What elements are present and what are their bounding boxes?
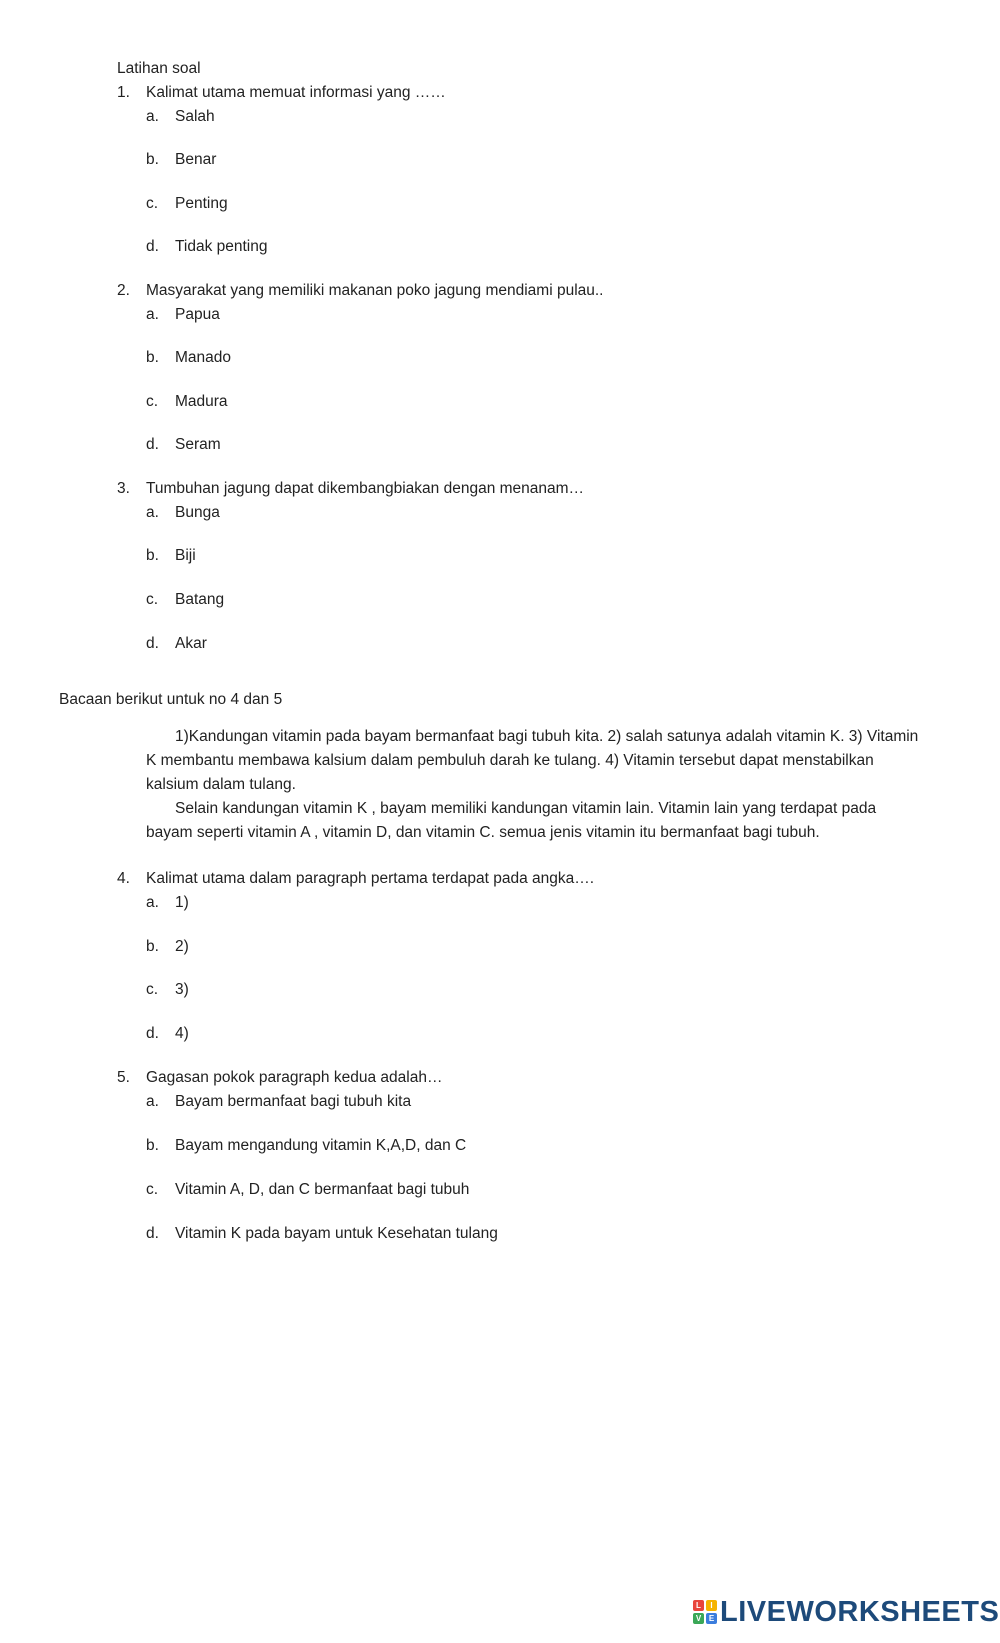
option-letter: a. bbox=[146, 894, 159, 911]
reading-intro: Bacaan berikut untuk no 4 dan 5 bbox=[59, 691, 283, 708]
option-letter: d. bbox=[146, 436, 159, 453]
option-text: Madura bbox=[175, 393, 228, 410]
question-number: 3. bbox=[117, 480, 130, 497]
option-text: 3) bbox=[175, 981, 189, 998]
option-text: Biji bbox=[175, 547, 196, 564]
option-letter: b. bbox=[146, 349, 159, 366]
option-text: 2) bbox=[175, 938, 189, 955]
option-letter: a. bbox=[146, 306, 159, 323]
liveworksheets-logo[interactable] bbox=[693, 1594, 999, 1630]
option-text: Penting bbox=[175, 195, 228, 212]
logo-mark-icon bbox=[693, 1600, 717, 1624]
question-text: Kalimat utama memuat informasi yang …… bbox=[146, 84, 446, 101]
option-letter: a. bbox=[146, 1093, 159, 1110]
passage-paragraph-2: Selain kandungan vitamin K , bayam memiliki kandungan vitamin lain. Vitamin lain yang terdapat pada bayam seperti vitamin A , vitamin D, dan vitamin C. semua jenis vitamin itu bermanfaat bagi tubuh. bbox=[146, 800, 877, 841]
option-text: Tidak penting bbox=[175, 238, 268, 255]
passage-paragraph-1: 1)Kandungan vitamin pada bayam bermanfaat bagi tubuh kita. 2) salah satunya adalah vitamin K. 3) Vitamin K membantu membawa kalsium dalam pembuluh darah ke tulang. 4) Vitamin tersebut dapat menstabilkan kalsium dalam tulang. bbox=[146, 728, 919, 793]
logo-mark-letter: V bbox=[693, 1613, 704, 1624]
option-text: Vitamin A, D, dan C bermanfaat bagi tubuh bbox=[175, 1181, 470, 1198]
option-letter: b. bbox=[146, 938, 159, 955]
option-letter: c. bbox=[146, 591, 159, 608]
option-text: Manado bbox=[175, 349, 232, 366]
option-text: Vitamin K pada bayam untuk Kesehatan tulang bbox=[175, 1225, 498, 1242]
reading-passage bbox=[146, 725, 926, 845]
logo-mark-letter: E bbox=[706, 1613, 717, 1624]
option-letter: a. bbox=[146, 504, 159, 521]
option-text: Bunga bbox=[175, 504, 220, 521]
option-text: Benar bbox=[175, 151, 217, 168]
question-text: Gagasan pokok paragraph kedua adalah… bbox=[146, 1069, 443, 1086]
option-text: Seram bbox=[175, 436, 221, 453]
logo-text: LIVEWORKSHEETS bbox=[720, 1595, 1000, 1628]
option-letter: c. bbox=[146, 1181, 159, 1198]
option-letter: a. bbox=[146, 108, 159, 125]
page-title: Latihan soal bbox=[117, 60, 201, 77]
question-number: 4. bbox=[117, 870, 130, 887]
option-text: Batang bbox=[175, 591, 225, 608]
option-text: Papua bbox=[175, 306, 220, 323]
question-text: Tumbuhan jagung dapat dikembangbiakan dengan menanam… bbox=[146, 480, 585, 497]
option-letter: d. bbox=[146, 1225, 159, 1242]
option-text: Akar bbox=[175, 635, 207, 652]
question-number: 1. bbox=[117, 84, 130, 101]
option-text: 4) bbox=[175, 1025, 189, 1042]
logo-mark-letter: I bbox=[706, 1600, 717, 1611]
option-text: Salah bbox=[175, 108, 215, 125]
option-letter: d. bbox=[146, 238, 159, 255]
question-number: 2. bbox=[117, 282, 130, 299]
option-letter: d. bbox=[146, 1025, 159, 1042]
question-text: Masyarakat yang memiliki makanan poko jagung mendiami pulau.. bbox=[146, 282, 604, 299]
option-letter: b. bbox=[146, 151, 159, 168]
option-letter: c. bbox=[146, 981, 159, 998]
option-text: Bayam mengandung vitamin K,A,D, dan C bbox=[175, 1137, 467, 1154]
question-number: 5. bbox=[117, 1069, 130, 1086]
logo-mark-letter: L bbox=[693, 1600, 704, 1611]
option-letter: b. bbox=[146, 1137, 159, 1154]
option-letter: d. bbox=[146, 635, 159, 652]
option-letter: c. bbox=[146, 195, 159, 212]
option-text: Bayam bermanfaat bagi tubuh kita bbox=[175, 1093, 412, 1110]
option-letter: b. bbox=[146, 547, 159, 564]
option-text: 1) bbox=[175, 894, 189, 911]
question-text: Kalimat utama dalam paragraph pertama terdapat pada angka…. bbox=[146, 870, 595, 887]
option-letter: c. bbox=[146, 393, 159, 410]
